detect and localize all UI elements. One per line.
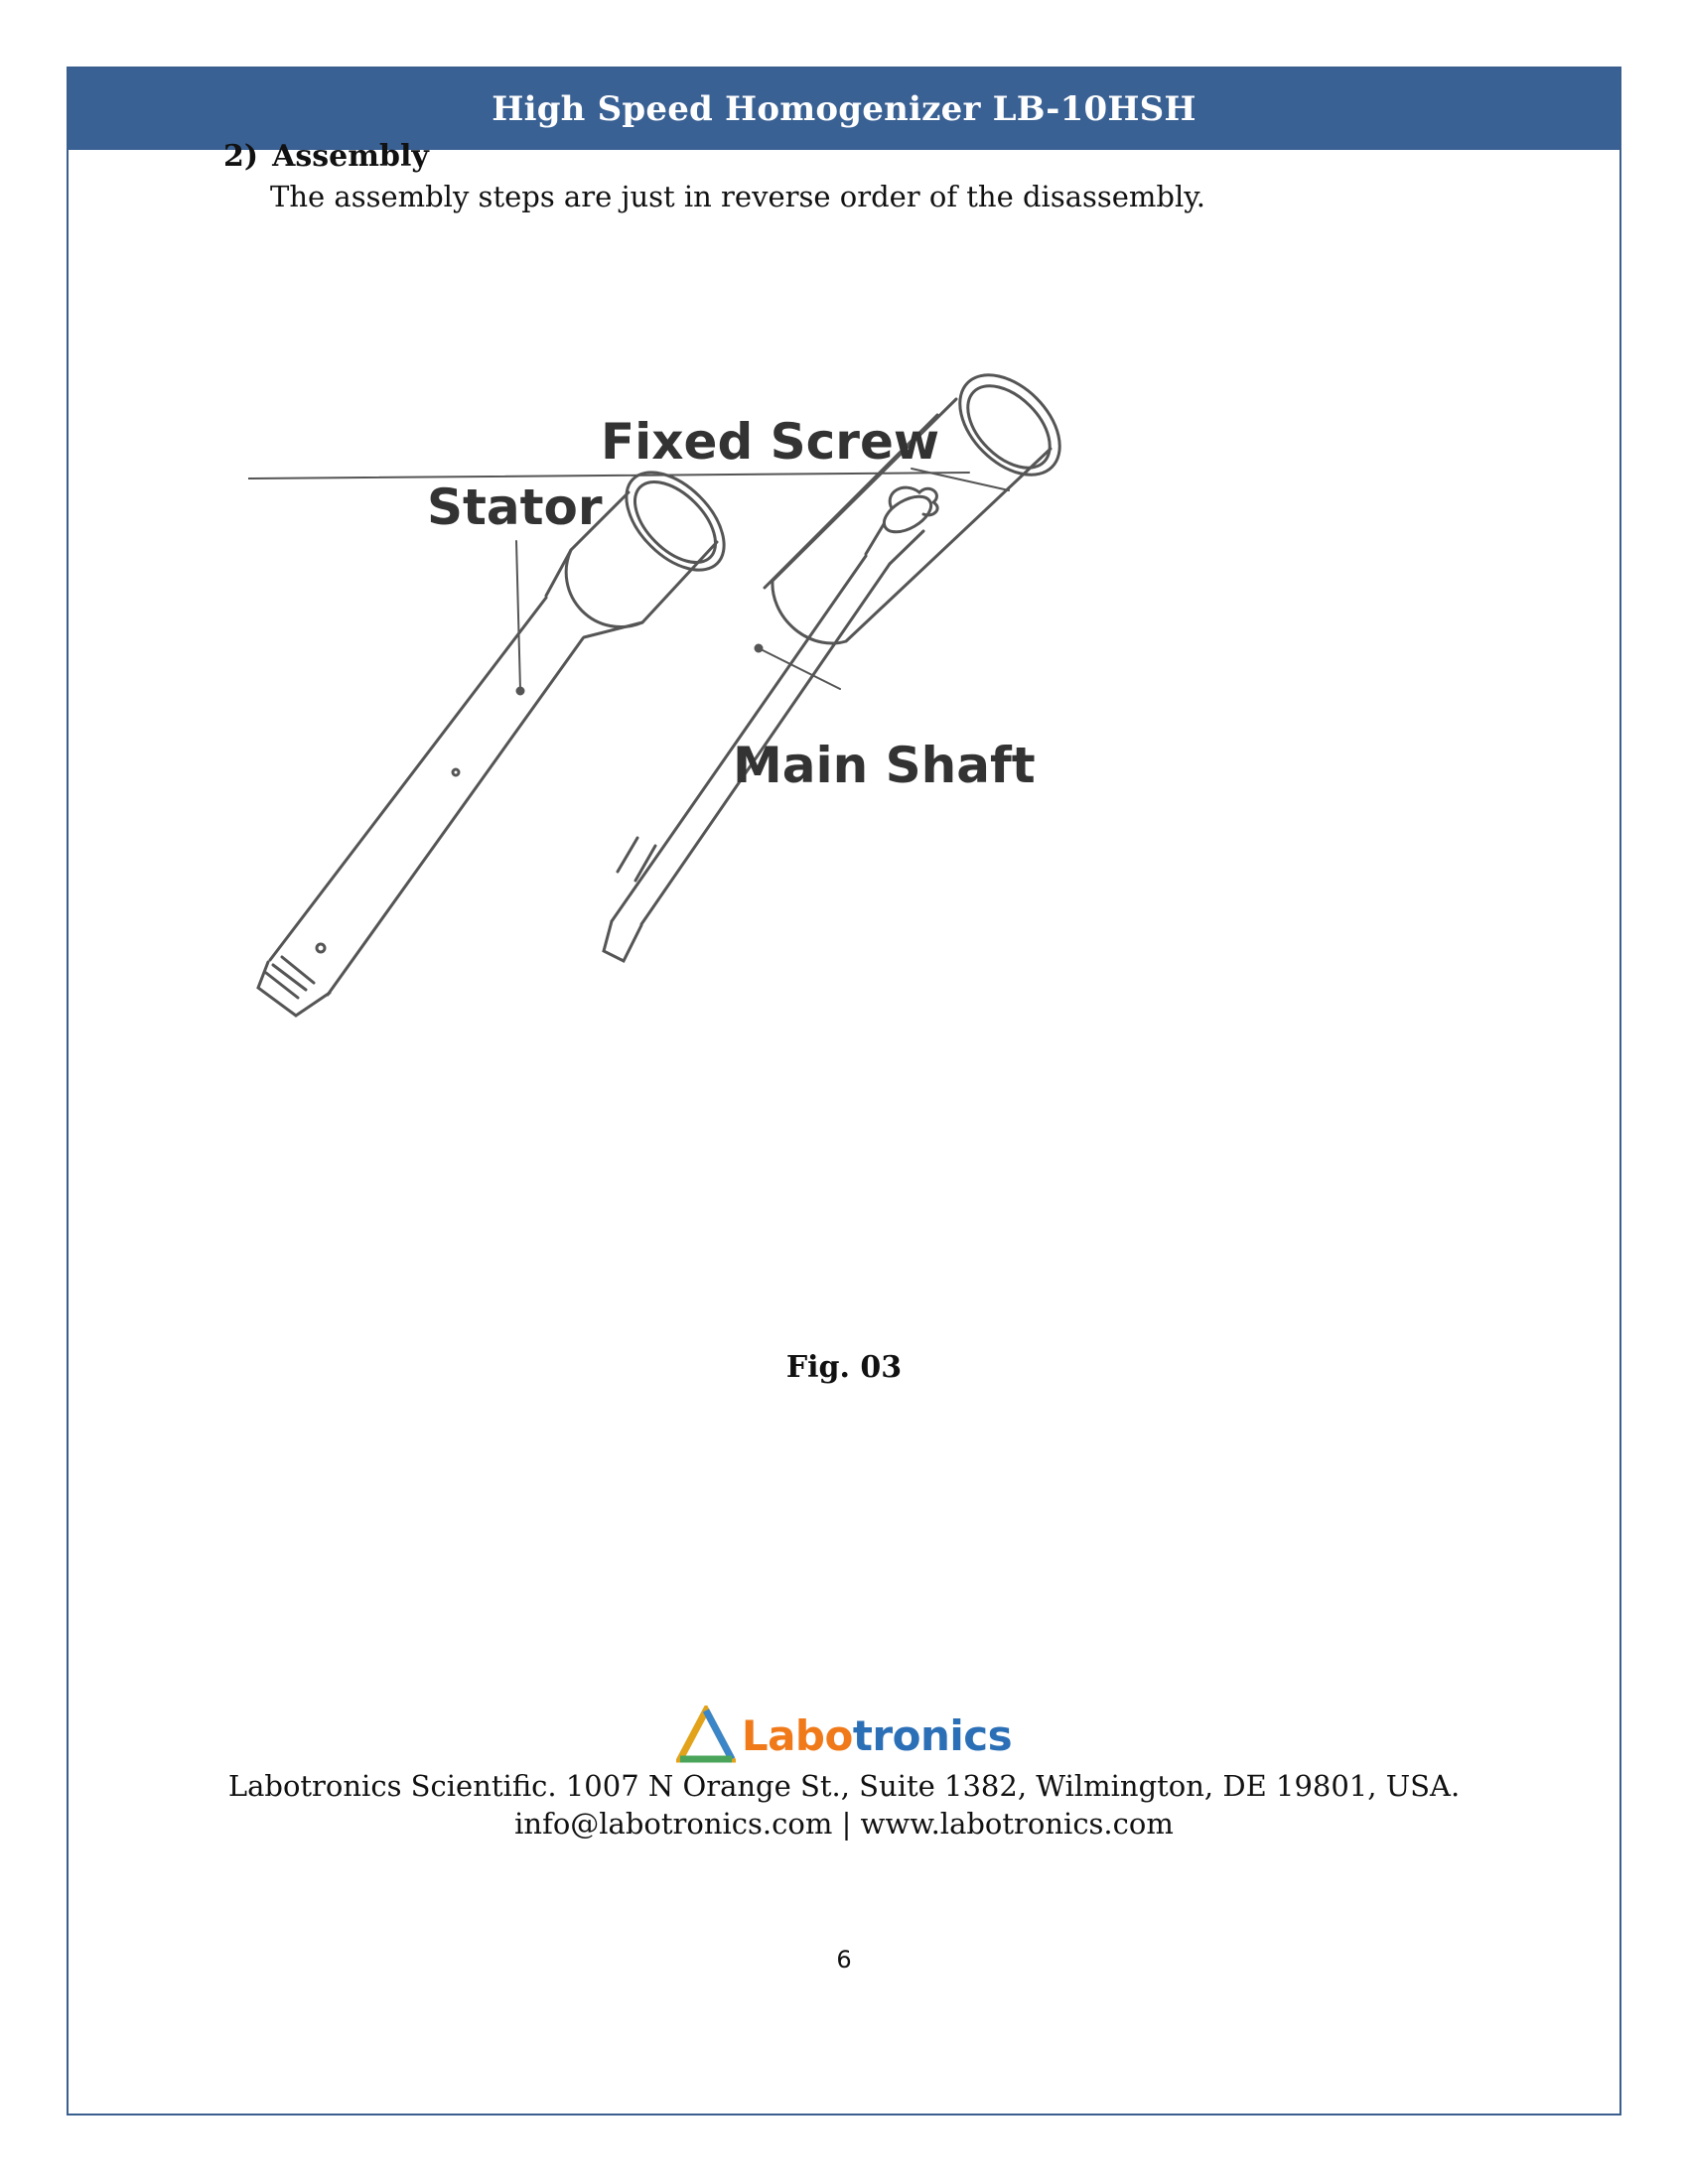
- stator-label: Stator: [427, 478, 603, 536]
- page-number: 6: [836, 1946, 852, 1974]
- assembly-diagram: [248, 298, 1340, 1400]
- logo-text-part1: Labo: [741, 1710, 853, 1760]
- section-body: The assembly steps are just in reverse order of the disassembly.: [270, 180, 1206, 213]
- footer-contact: info@labotronics.com | www.labotronics.com: [514, 1807, 1174, 1841]
- header-bar: [69, 68, 1619, 150]
- logo-text-part2: tronics: [852, 1710, 1013, 1760]
- header-title: High Speed Homogenizer LB-10HSH: [492, 89, 1196, 129]
- footer-address-block: [0, 1767, 1688, 1843]
- stator-leader: [516, 541, 520, 690]
- figure-caption: Fig. 03: [785, 1350, 903, 1385]
- company-logo: [0, 1706, 1688, 1765]
- stator-drawing: [258, 455, 742, 1016]
- logo-text: [742, 1711, 1012, 1760]
- assembly-figure: [248, 298, 1340, 1400]
- section-title: Assembly: [272, 139, 429, 174]
- main-shaft-drawing: [604, 487, 937, 961]
- fixed-screw-drawing: [765, 356, 1078, 643]
- assembly-section: [223, 139, 1415, 213]
- main-shaft-label: Main Shaft: [733, 737, 1036, 794]
- section-heading: [223, 139, 1415, 174]
- footer-address: Labotronics Scientific. 1007 N Orange St., Suite 1382, Wilmington, DE 19801, USA.: [227, 1769, 1461, 1803]
- fixed-screw-label: Fixed Screw: [601, 413, 940, 471]
- triangle-logo-icon: [676, 1706, 736, 1765]
- section-number: 2): [223, 139, 259, 174]
